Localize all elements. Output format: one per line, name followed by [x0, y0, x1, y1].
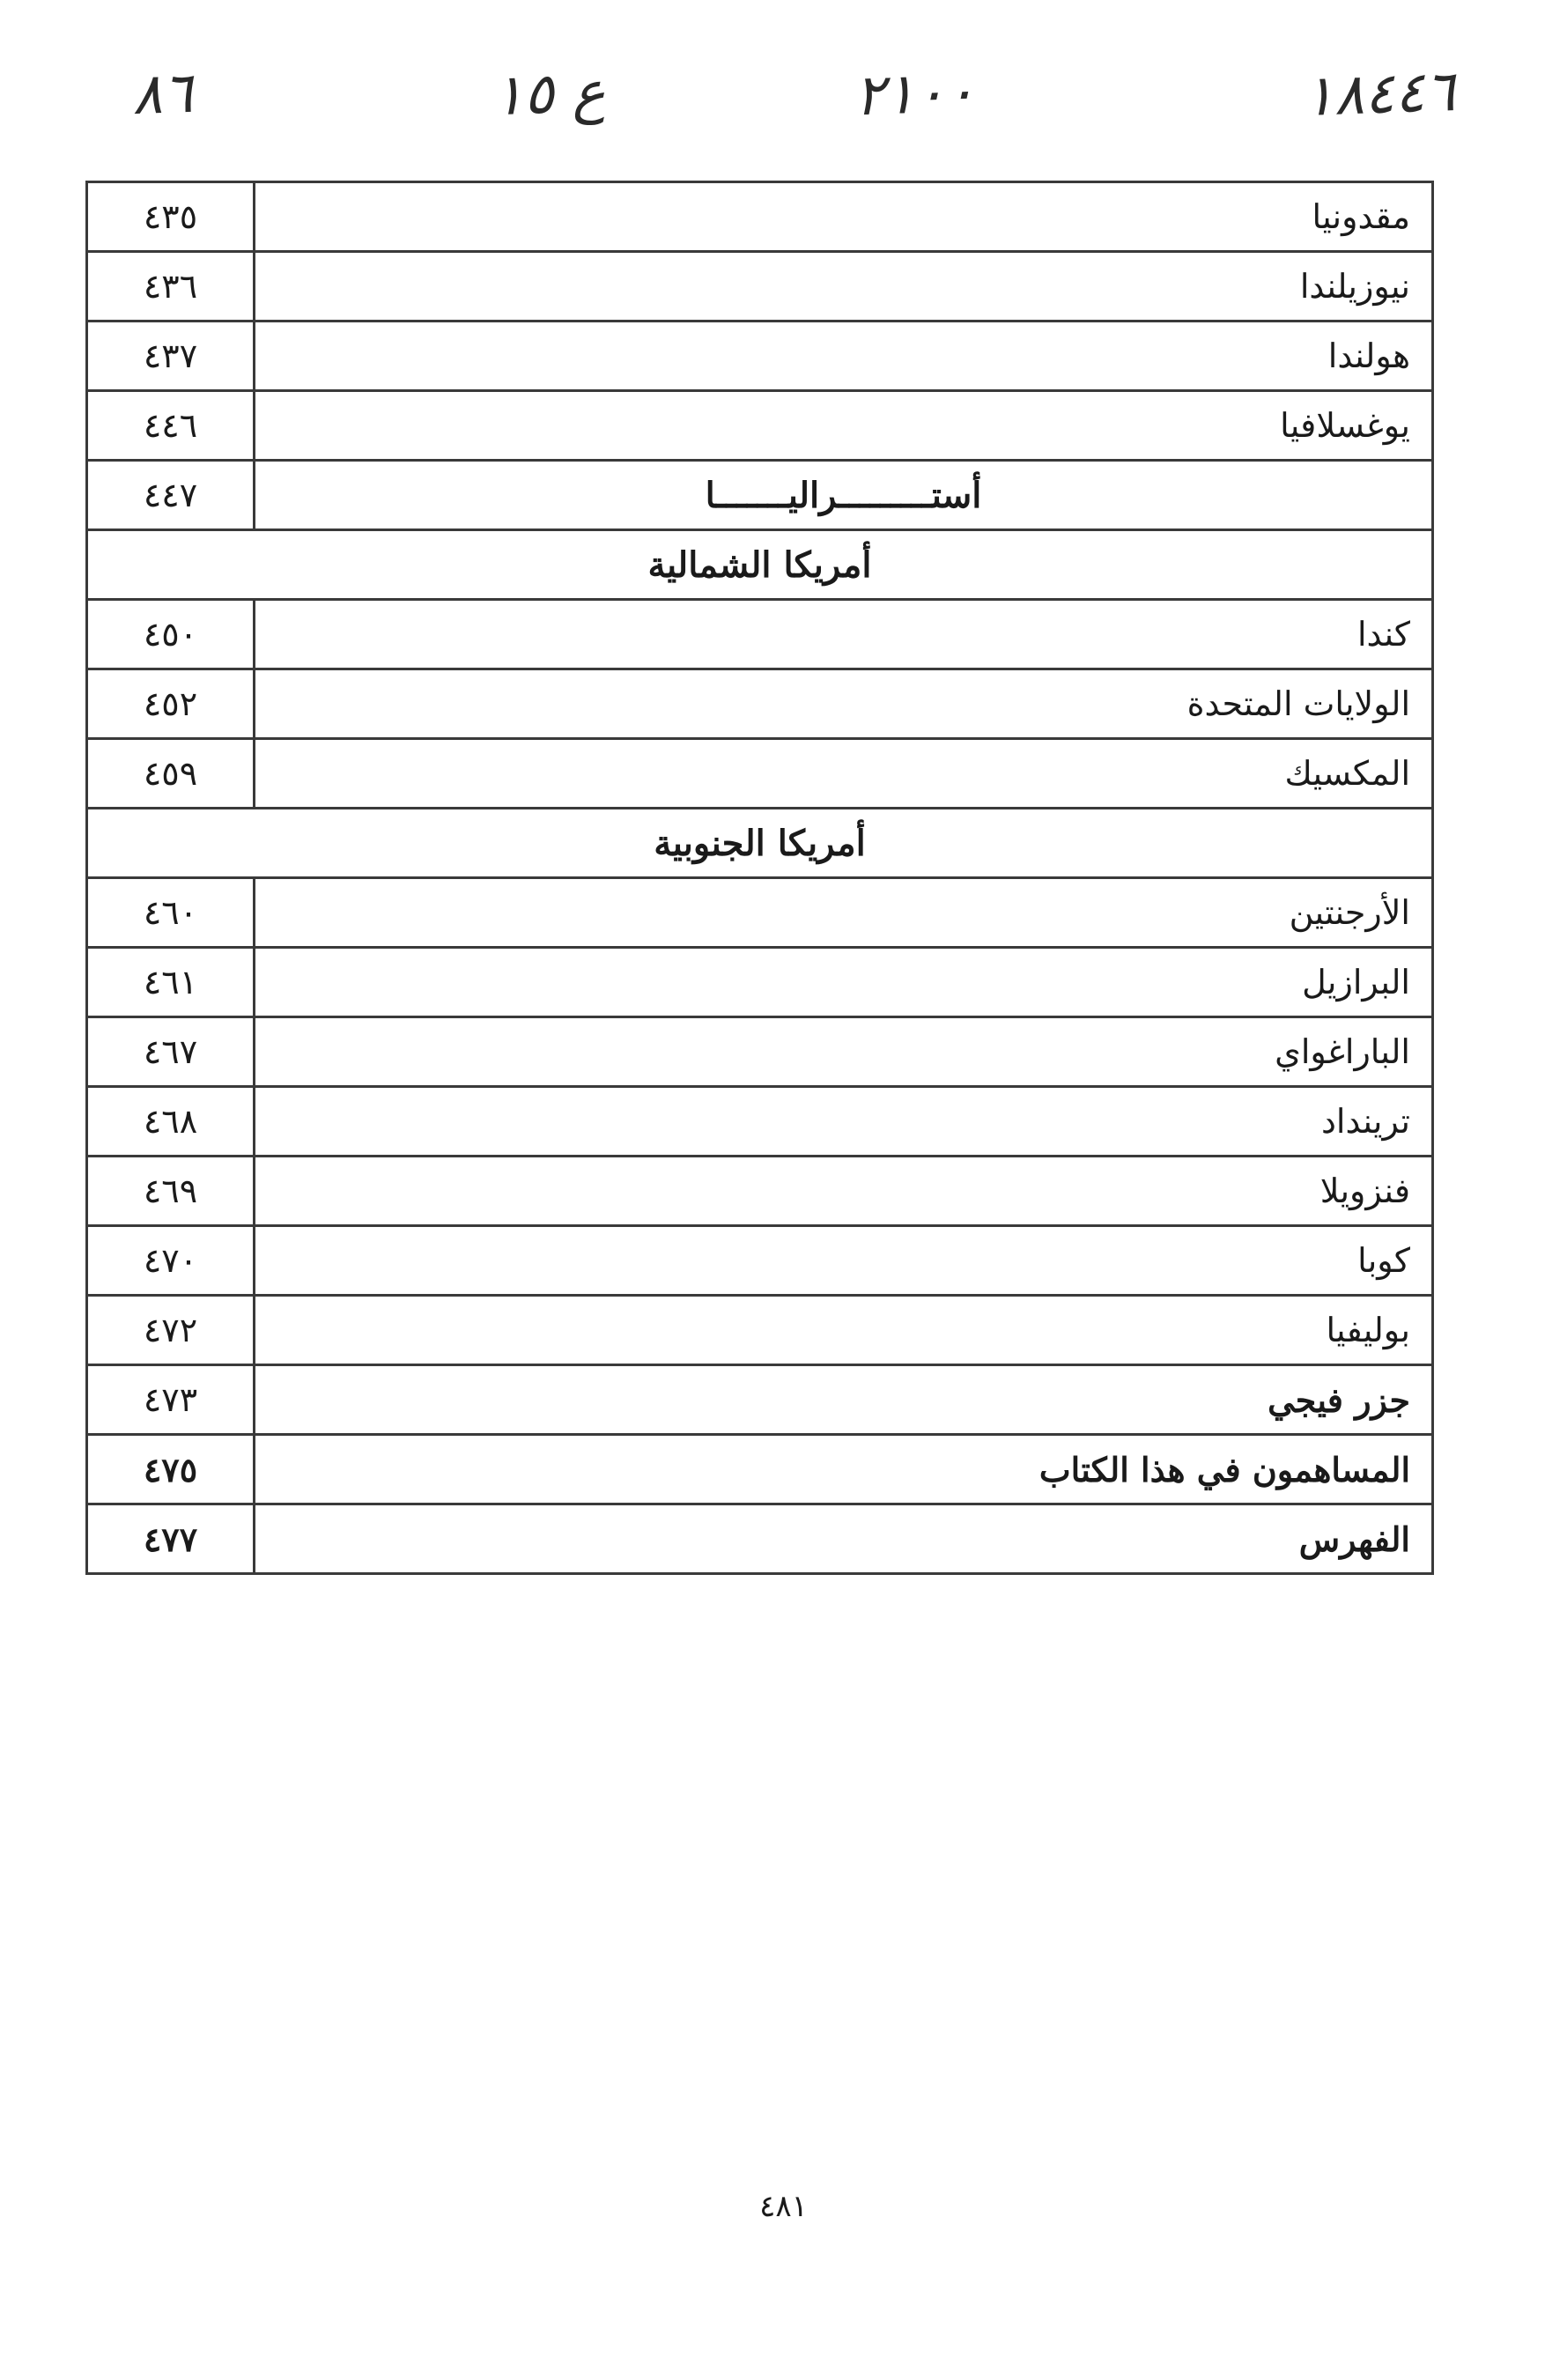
entry-name-contributors: المساهمون في هذا الكتاب [255, 1435, 1433, 1504]
page-ref: ٤٥٠ [87, 600, 255, 669]
table-row [87, 1157, 1433, 1226]
entry-name-fiji: جزر فيجي [255, 1365, 1433, 1435]
entry-name: نيوزيلندا [255, 252, 1433, 322]
table-row [87, 1504, 1433, 1574]
entry-name: ترينداد [255, 1087, 1433, 1157]
table-row [87, 1017, 1433, 1087]
page-ref: ٤٧٠ [87, 1226, 255, 1296]
page-ref: ٤٧٣ [87, 1365, 255, 1435]
table-row [87, 391, 1433, 461]
page-ref: ٤٧٥ [87, 1435, 255, 1504]
entry-name: فنزويلا [255, 1157, 1433, 1226]
entry-name: مقدونيا [255, 182, 1433, 252]
table-row [87, 948, 1433, 1017]
entry-name: بوليفيا [255, 1296, 1433, 1365]
page-ref: ٤٤٦ [87, 391, 255, 461]
page-ref: ٤٦٩ [87, 1157, 255, 1226]
handwritten-note-1: ٨٦ [130, 60, 195, 129]
entry-name: البرازيل [255, 948, 1433, 1017]
table-row [87, 739, 1433, 809]
contents-table [85, 181, 1434, 1575]
page-ref: ٤٣٥ [87, 182, 255, 252]
table-row [87, 1087, 1433, 1157]
table-row [87, 878, 1433, 948]
table-row [87, 600, 1433, 669]
page-number: ٤٨١ [759, 2189, 808, 2224]
page-ref: ٤٧٢ [87, 1296, 255, 1365]
table-row [87, 1226, 1433, 1296]
page-ref: ٤٥٩ [87, 739, 255, 809]
section-header-north-america [87, 530, 1433, 600]
entry-name: الباراغواي [255, 1017, 1433, 1087]
page-ref: ٤٣٧ [87, 322, 255, 391]
page-ref: ٤٦٧ [87, 1017, 255, 1087]
entry-name: يوغسلافيا [255, 391, 1433, 461]
table-row [87, 182, 1433, 252]
table-row [87, 252, 1433, 322]
entry-name-index: الفهرس [255, 1504, 1433, 1574]
page-ref: ٤٦٨ [87, 1087, 255, 1157]
handwritten-note-4: ١٨٤٤٦ [1302, 59, 1457, 129]
table-row [87, 1365, 1433, 1435]
entry-name: كوبا [255, 1226, 1433, 1296]
page-ref: ٤٦١ [87, 948, 255, 1017]
section-heading-south-america: أمريكا الجنوبية [87, 809, 1433, 878]
page-ref: ٤٧٧ [87, 1504, 255, 1574]
table-row [87, 669, 1433, 739]
page-ref: ٤٦٠ [87, 878, 255, 948]
entry-name: المكسيك [255, 739, 1433, 809]
entry-name: الولايات المتحدة [255, 669, 1433, 739]
page-ref: ٤٥٢ [87, 669, 255, 739]
entry-name: الأرجنتين [255, 878, 1433, 948]
handwritten-note-3: ٢١٠٠ [853, 59, 977, 129]
page-ref: ٤٤٧ [87, 461, 255, 530]
entry-name: كندا [255, 600, 1433, 669]
page-ref: ٤٣٦ [87, 252, 255, 322]
section-header-south-america [87, 809, 1433, 878]
section-row-australia [87, 461, 1433, 530]
table-row [87, 1296, 1433, 1365]
table-row [87, 322, 1433, 391]
section-heading-north-america: أمريكا الشمالية [87, 530, 1433, 600]
handwritten-note-2: ع ١٥ [492, 59, 607, 129]
section-heading-australia: أستـــــــــراليـــــــا [255, 461, 1433, 530]
table-row [87, 1435, 1433, 1504]
entry-name: هولندا [255, 322, 1433, 391]
